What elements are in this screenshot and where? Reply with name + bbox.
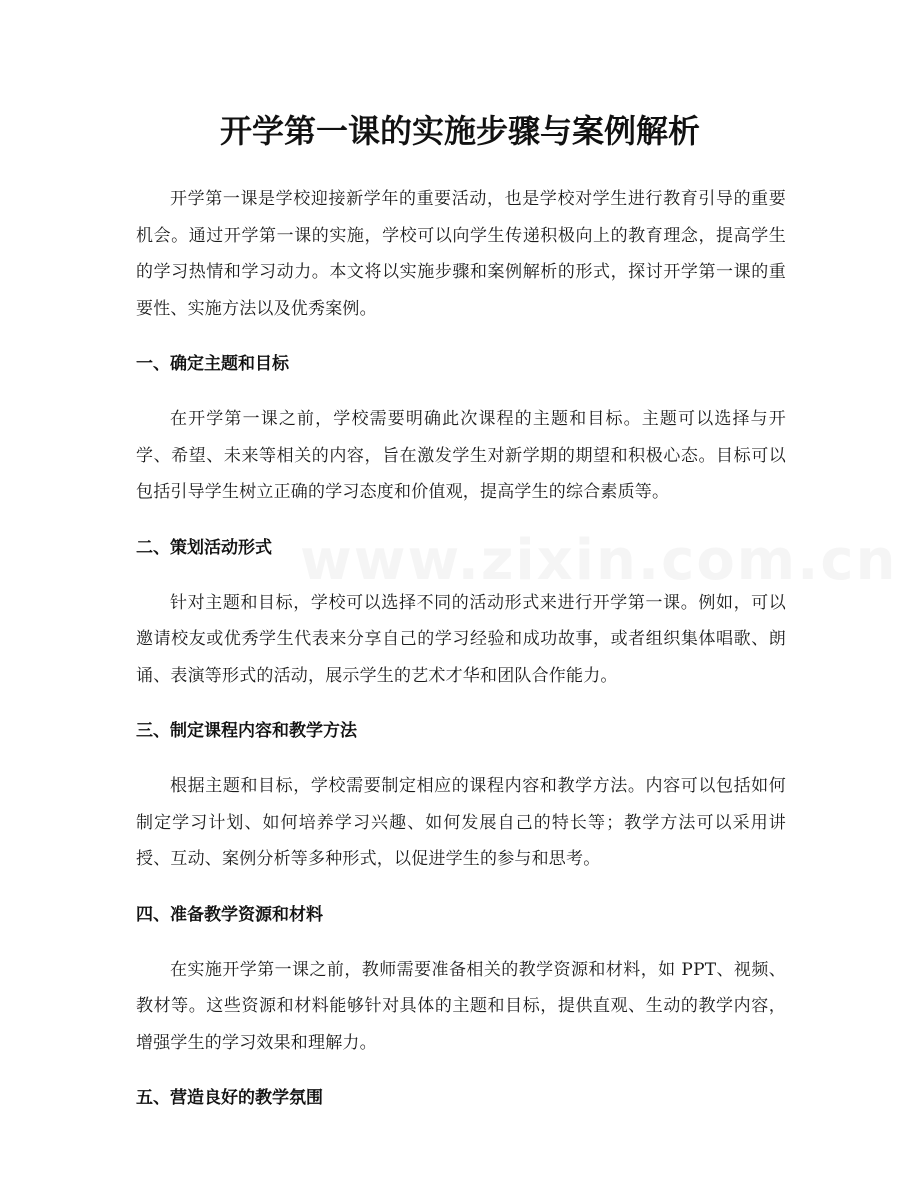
section-body-1: 在开学第一课之前，学校需要明确此次课程的主题和目标。主题可以选择与开学、希望、未来等相关的内容，旨在激发学生对新学期的期望和积极心态。目标可以包括引导学生树立正确的学习态度和价值观，提高学生的综合素质等。 — [136, 409, 786, 502]
page-title: 开学第一课的实施步骤与案例解析 — [219, 112, 700, 150]
section-heading-3: 三、制定课程内容和教学方法 — [136, 721, 357, 741]
section-heading-4: 四、准备教学资源和材料 — [136, 904, 323, 925]
section-body-2: 针对主题和目标，学校可以选择不同的活动形式来进行开学第一课。例如，可以邀请校友或优秀学生代表来分享自己的学习经验和成功故事，或者组织集体唱歌、朗诵、表演等形式的活动，展示学生的艺术才华和团队合作能力。 — [136, 592, 786, 686]
document-body — [136, 181, 786, 1135]
section-heading-5: 五、营造良好的教学氛围 — [136, 1088, 323, 1108]
intro-paragraph: 开学第一课是学校迎接新学年的重要活动，也是学校对学生进行教育引导的重要机会。通过开学第一课的实施，学校可以向学生传递积极向上的教育理念，提高学生的学习热情和学习动力。本文将以实施步骤和案例解析的形式，探讨开学第一课的重要性、实施方法以及优秀案例。 — [136, 189, 786, 319]
section-body-4: 在实施开学第一课之前，教师需要准备相关的教学资源和材料，如 PPT、视频、教材等。这些资源和材料能够针对具体的主题和目标，提供直观、生动的教学内容，增强学生的学习效果和理解力。 — [136, 959, 786, 1053]
section-heading-1: 一、确定主题和目标 — [136, 354, 289, 374]
section-heading-2: 二、策划活动形式 — [136, 537, 272, 558]
section-body-3: 根据主题和目标，学校需要制定相应的课程内容和教学方法。内容可以包括如何制定学习计划、如何培养学习兴趣、如何发展自己的特长等；教学方法可以采用讲授、互动、案例分析等多种形式，以促进学生的参与和思考。 — [136, 776, 786, 869]
watermark: www.zixin.com.cn — [300, 528, 898, 593]
